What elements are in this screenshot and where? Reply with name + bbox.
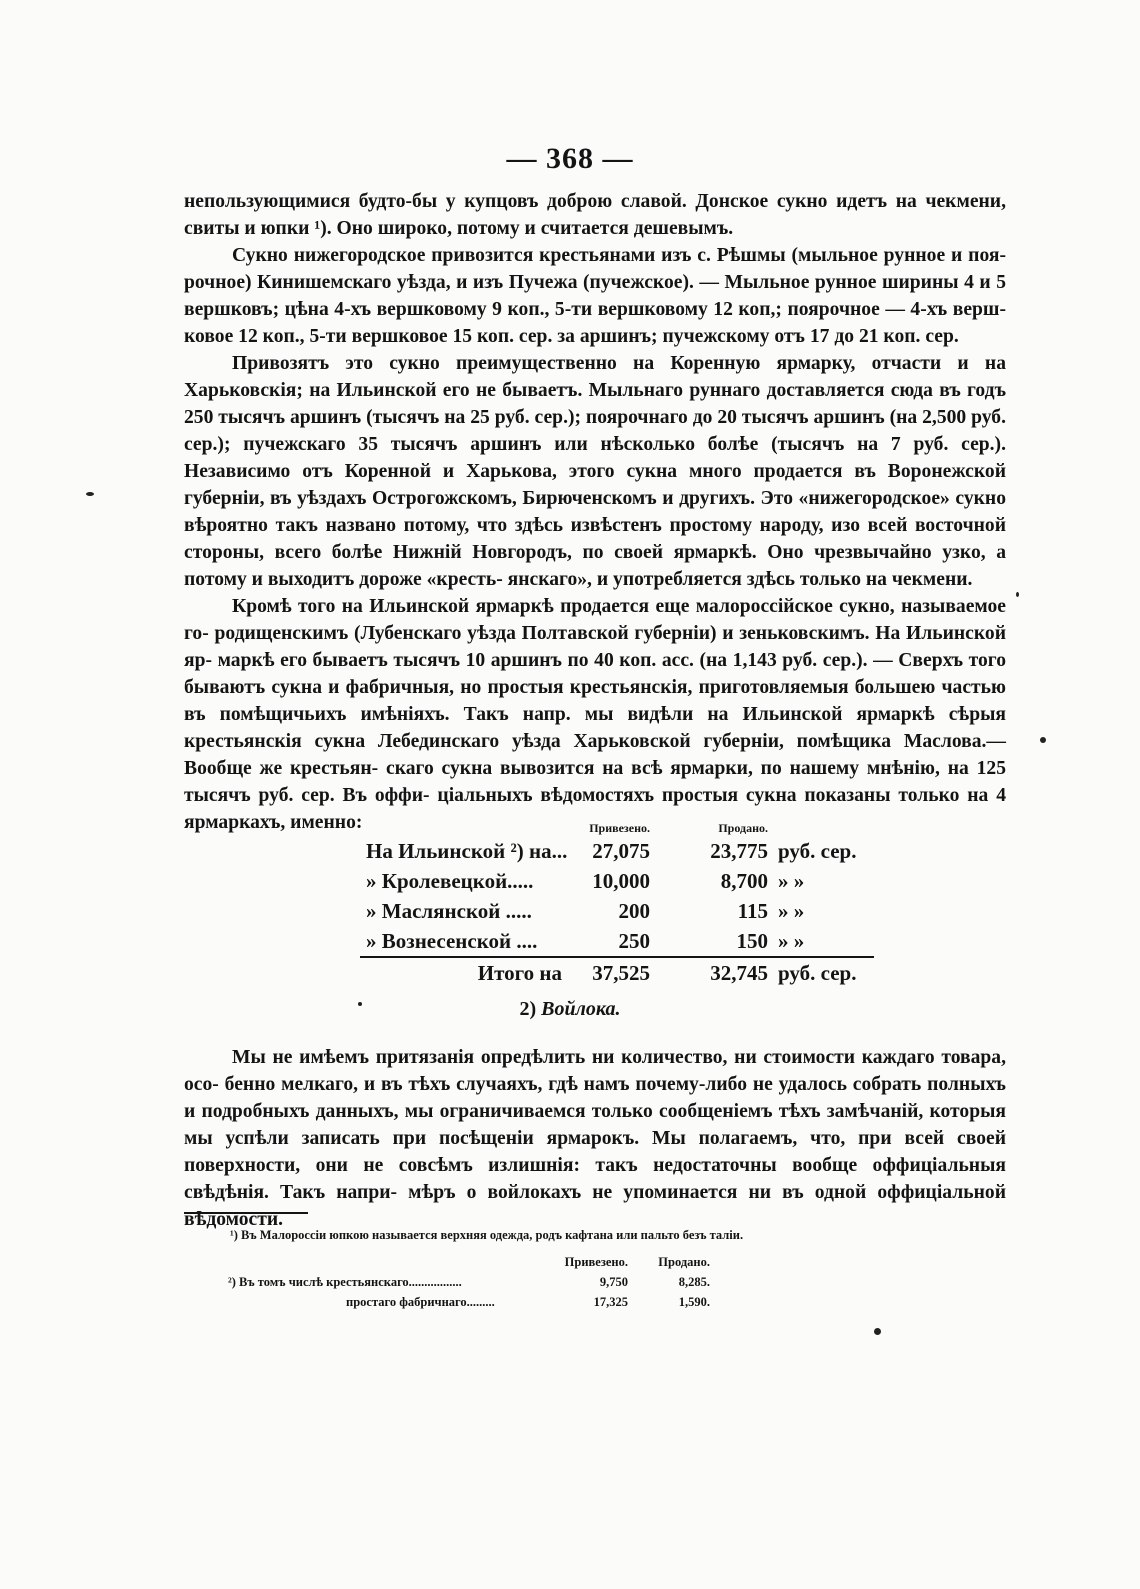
row-brought: 250 <box>618 928 650 953</box>
fn-row-sold: 8,285. <box>678 1274 710 1289</box>
closing-text <box>184 1044 1006 1233</box>
row-sold: 23,775 <box>710 838 768 863</box>
total-brought: 37,525 <box>570 957 650 988</box>
col-header-brought: Привезено. <box>589 821 650 835</box>
text-line: отъ Коренной и Харькова, этого сукна много продается въ Воронежской губерніи, въ уѣздахъ <box>184 461 1006 509</box>
row-unit: руб. сер. <box>778 838 857 863</box>
text-line: Кромѣ того на Ильинской ярмаркѣ продается еще малороссійское сукно, называемое го- <box>184 596 1006 644</box>
footnote-1: ¹) Въ Малороссіи юпкою называется верхняя одежда, родъ кафтана или пальто безъ таліи. <box>230 1228 744 1242</box>
row-sold: 8,700 <box>720 868 768 893</box>
row-unit: » » <box>778 928 805 953</box>
footnote-row <box>228 1272 710 1292</box>
body-text <box>184 188 1006 836</box>
text-line: подробныхъ данныхъ, мы ограничиваемся только сообщеніемъ тѣхъ замѣчаній, которыя мы <box>184 1101 1006 1149</box>
fair-statistics-table <box>360 816 874 988</box>
text-line: аршинъ (тысячъ на 25 руб. сер.); поярочнаго до 20 тысячъ аршинъ (на 2,500 руб. сер.); <box>184 407 1007 455</box>
table-row <box>360 836 874 866</box>
row-label: » Вознесенской .... <box>366 928 538 953</box>
text-line: потому, что здѣсь извѣстенъ простому народу, изо всей восточной стороны, всего болѣе Нижній <box>184 515 1006 563</box>
text-line: Привозятъ это сукно преимущественно на Коренную ярмарку, отчасти и на Харьковскія; <box>184 353 1006 401</box>
fn-row-brought: 9,750 <box>599 1274 628 1289</box>
row-brought: 27,075 <box>592 838 650 863</box>
scan-speck <box>358 1002 362 1006</box>
text-line: маркѣ его бываетъ тысячъ 10 аршинъ по 40 коп. асс. (на 1,143 руб. сер.). — Сверхъ того <box>217 650 1006 671</box>
text-line: янскаго», и употребляется здѣсь только на чекмени. <box>507 569 973 590</box>
row-label: » Кролевецкой..... <box>366 868 534 893</box>
fn-row-label: простаго фабричнаго......... <box>346 1294 495 1309</box>
row-sold: 150 <box>736 928 768 953</box>
text-line: они не совсѣмъ излишнія: такъ недостаточны вообще оффиціальныя свѣдѣнія. Такъ напри- <box>184 1155 1006 1203</box>
total-unit: руб. сер. <box>768 957 874 988</box>
fn-row-label: ²) Въ томъ числѣ крестьянскаго................. <box>228 1274 462 1289</box>
scan-speck <box>86 492 94 496</box>
section-heading <box>0 998 1140 1021</box>
text-line: успѣли записать при посѣщеніи ярмарокъ. Мы полагаемъ, что, при всей своей поверхности, <box>184 1128 1006 1176</box>
footnote-rule <box>184 1212 308 1214</box>
scan-speck <box>1040 737 1046 743</box>
row-brought: 200 <box>618 898 650 923</box>
text-line: мѣръ о войлокахъ не упоминается ни въ одной оффиціальной вѣдомости. <box>184 1182 1006 1230</box>
text-line: на Ильинской его не бываетъ. Мыльнаго руннаго доставляется сюда въ годъ 250 тысячъ <box>184 380 1006 428</box>
text-line: свиты и юпки ¹). Оно широко, потому и считается дешевымъ. <box>184 218 734 239</box>
text-line: сукна Лебединскаго уѣзда Харьковской губерніи, помѣщика Маслова.—Вообще же крестьян- <box>184 731 1007 779</box>
row-unit: » » <box>778 898 805 923</box>
fn-row-brought: 17,325 <box>593 1294 628 1309</box>
row-unit: » » <box>778 868 805 893</box>
text-line: ціальныхъ вѣдомостяхъ простыя сукна показаны только на 4 ярмаркахъ, именно: <box>184 785 1006 833</box>
footnote-row <box>228 1292 710 1312</box>
text-line: скаго сукна вывозится на всѣ ярмарки, по нашему мнѣнію, на 125 тысячъ руб. сер. Въ оффи- <box>184 758 1006 806</box>
text-line: Острогожскомъ, Бирюченскомъ и другихъ. Это «нижегородское» сукно вѣроятно такъ названо <box>184 488 1006 536</box>
text-line: помѣщичьихъ имѣніяхъ. Такъ напр. мы видѣли на Ильинской ярмаркѣ сѣрыя крестьянскія <box>184 704 1006 752</box>
paragraph-2 <box>184 242 1006 350</box>
table-header-row <box>360 816 874 836</box>
fn-row-sold: 1,590. <box>678 1294 710 1309</box>
total-label: Итого на <box>360 957 570 988</box>
page-number: — 368 — <box>506 142 634 175</box>
text-line: Сукно нижегородское привозится крестьянами изъ с. Рѣшмы (мыльное рунное и поя- <box>232 245 1006 266</box>
table-row <box>360 896 874 926</box>
col-header-sold: Продано. <box>718 821 768 835</box>
row-brought: 10,000 <box>592 868 650 893</box>
paragraph-5 <box>184 1044 1006 1233</box>
text-line: вершковъ; цѣна 4-хъ вершковому 9 коп., 5-ти вершковому 12 коп,; поярочное — 4-хъ верш- <box>184 299 1006 320</box>
text-line: Мы не имѣемъ притязанія опредѣлить ни количество, ни стоимости каждаго товара, осо- <box>184 1047 1006 1095</box>
text-line: бываютъ сукна и фабричныя, но простыя крестьянскія, приготовляемыя большею частью въ <box>184 677 1006 725</box>
text-line: ковое 12 коп., 5-ти вершковое 15 коп. сер. за аршинъ; пучежскому отъ 17 до 21 коп. сер. <box>184 326 959 347</box>
section-title: Войлока. <box>541 998 621 1020</box>
total-sold: 32,745 <box>650 957 768 988</box>
text-line: родищенскимъ (Лубенскаго уѣзда Полтавской губерніи) и зеньковскимъ. На Ильинской яр- <box>184 623 1006 671</box>
table-row <box>360 866 874 896</box>
footnote-2-table <box>228 1252 710 1312</box>
row-label: На Ильинской ²) на... <box>366 838 568 863</box>
fn-col-header-sold: Продано. <box>658 1254 710 1269</box>
text-line: пучежскаго 35 тысячъ аршинъ или нѣсколько болѣе (тысячъ на 7 руб. сер.). Независимо <box>184 434 1006 482</box>
row-sold: 115 <box>737 898 768 923</box>
scan-speck <box>874 1328 881 1335</box>
section-number: 2) <box>519 998 537 1020</box>
scan-speck <box>1016 592 1019 597</box>
text-line: рочное) Кинишемскаго уѣзда, и изъ Пучежа (пучежское). — Мыльное рунное ширины 4 и 5 <box>184 272 1006 293</box>
text-line: Новгородъ, по своей ярмаркѣ. Оно чрезвычайно узко, а потому и выходитъ дороже «кресть- <box>184 542 1006 590</box>
fn-col-header-brought: Привезено. <box>564 1254 628 1269</box>
paragraph-3 <box>184 350 1006 593</box>
paragraph-1 <box>184 188 1006 242</box>
footnote-header-row <box>228 1252 710 1272</box>
paragraph-4 <box>184 593 1006 836</box>
table-row <box>360 926 874 957</box>
text-line: бенно мелкаго, и въ тѣхъ случаяхъ, гдѣ намъ почему-либо не удалось собрать полныхъ и <box>184 1074 1006 1122</box>
table-total-row <box>360 957 874 988</box>
text-line: непользующимися будто-бы у купцовъ доброю славой. Донское сукно идетъ на чекмени, <box>184 191 1006 212</box>
row-label: » Маслянской ..... <box>366 898 532 923</box>
